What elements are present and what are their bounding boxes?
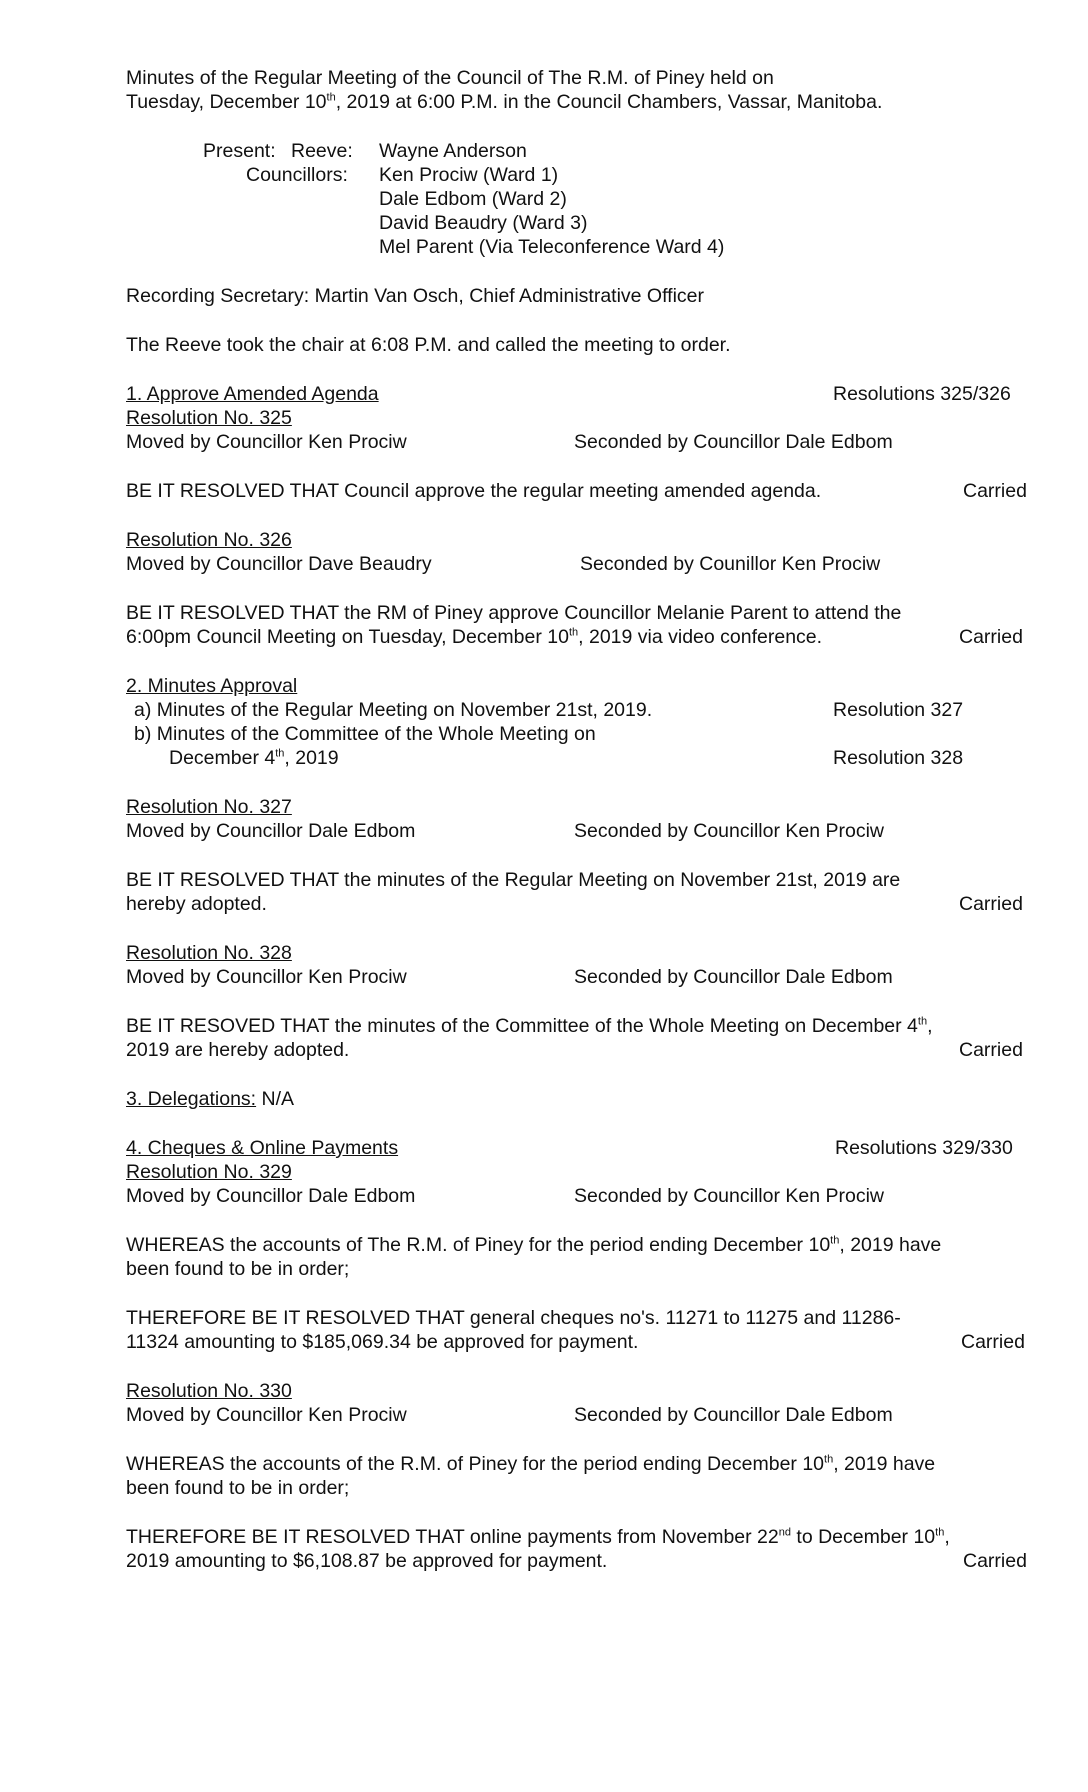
resolution-326-moved: Moved by Councillor Dave Beaudry	[126, 553, 432, 575]
present-label: Present:	[203, 140, 276, 162]
resolution-325-title: Resolution No. 325	[126, 407, 292, 429]
resolution-327-title: Resolution No. 327	[126, 796, 292, 818]
resolution-330-status: Carried	[963, 1550, 1027, 1572]
resolution-329-moved: Moved by Councillor Dale Edbom	[126, 1185, 416, 1207]
councillor-4: Mel Parent (Via Teleconference Ward 4)	[379, 236, 725, 258]
councillors-label: Councillors:	[246, 164, 348, 186]
resolution-330-therefore-2: 2019 amounting to $6,108.87 be approved for payment.	[126, 1550, 608, 1572]
resolution-329-whereas-2: been found to be in order;	[126, 1258, 350, 1280]
resolution-326-text-1: BE IT RESOLVED THAT the RM of Piney approve Councillor Melanie Parent to attend the	[126, 602, 902, 624]
header-line-2: Tuesday, December 10th, 2019 at 6:00 P.M. in the Council Chambers, Vassar, Manitoba.	[126, 91, 883, 113]
resolution-328-text-2: 2019 are hereby adopted.	[126, 1039, 350, 1061]
resolution-327-seconded: Seconded by Councillor Ken Prociw	[574, 820, 885, 842]
resolution-328-moved: Moved by Councillor Ken Prociw	[126, 966, 407, 988]
resolution-329-therefore-2: 11324 amounting to $185,069.34 be approved for payment.	[126, 1331, 639, 1353]
section-1-resolutions: Resolutions 325/326	[833, 383, 1011, 405]
resolution-330-whereas-1: WHEREAS the accounts of the R.M. of Piney for the period ending December 10th, 2019 have	[126, 1453, 936, 1475]
resolution-328-seconded: Seconded by Councillor Dale Edbom	[574, 966, 893, 988]
section-1-heading: 1. Approve Amended Agenda	[126, 383, 379, 405]
minutes-item-b-1: b) Minutes of the Committee of the Whole Meeting on	[134, 723, 596, 745]
resolution-330-title: Resolution No. 330	[126, 1380, 292, 1402]
recording-secretary: Recording Secretary: Martin Van Osch, Chief Administrative Officer	[126, 285, 705, 307]
resolution-329-therefore-1: THEREFORE BE IT RESOLVED THAT general cheques no's. 11271 to 11275 and 11286-	[126, 1307, 901, 1329]
resolution-325-seconded: Seconded by Councillor Dale Edbom	[574, 431, 893, 453]
section-4-heading: 4. Cheques & Online Payments	[126, 1137, 399, 1159]
resolution-327-text-2: hereby adopted.	[126, 893, 267, 915]
resolution-326-text-2: 6:00pm Council Meeting on Tuesday, December 10th, 2019 via video conference.	[126, 626, 823, 648]
reeve-label: Reeve:	[291, 140, 353, 162]
section-4-resolutions: Resolutions 329/330	[835, 1137, 1013, 1159]
section-3-value: N/A	[256, 1088, 295, 1110]
minutes-item-b-resolution: Resolution 328	[833, 747, 964, 769]
call-to-order: The Reeve took the chair at 6:08 P.M. and called the meeting to order.	[126, 334, 731, 356]
resolution-330-whereas-2: been found to be in order;	[126, 1477, 350, 1499]
resolution-326-seconded: Seconded by Counillor Ken Prociw	[580, 553, 881, 575]
resolution-328-status: Carried	[959, 1039, 1023, 1061]
minutes-item-a: a) Minutes of the Regular Meeting on November 21st, 2019.	[134, 699, 653, 721]
resolution-325-moved: Moved by Councillor Ken Prociw	[126, 431, 407, 453]
resolution-329-whereas-1: WHEREAS the accounts of The R.M. of Piney for the period ending December 10th, 2019 have	[126, 1234, 942, 1256]
resolution-328-text-1: BE IT RESOVED THAT the minutes of the Committee of the Whole Meeting on December 4th,	[126, 1015, 933, 1037]
councillor-2: Dale Edbom (Ward 2)	[379, 188, 567, 210]
minutes-item-a-resolution: Resolution 327	[833, 699, 964, 721]
resolution-329-status: Carried	[961, 1331, 1025, 1353]
header-line-1: Minutes of the Regular Meeting of the Council of The R.M. of Piney held on	[126, 67, 774, 89]
resolution-329-title: Resolution No. 329	[126, 1161, 292, 1183]
minutes-item-b-2: December 4th, 2019	[169, 747, 339, 769]
resolution-330-therefore-1: THEREFORE BE IT RESOLVED THAT online payments from November 22nd to December 10th,	[126, 1526, 950, 1548]
section-3-delegations	[126, 1087, 294, 1111]
resolution-327-text-1: BE IT RESOLVED THAT the minutes of the Regular Meeting on November 21st, 2019 are	[126, 869, 901, 891]
section-2-heading: 2. Minutes Approval	[126, 675, 298, 697]
resolution-325-text: BE IT RESOLVED THAT Council approve the regular meeting amended agenda.	[126, 480, 822, 502]
section-3-heading: 3. Delegations:	[126, 1088, 257, 1110]
resolution-326-title: Resolution No. 326	[126, 529, 292, 551]
resolution-327-status: Carried	[959, 893, 1023, 915]
resolution-330-seconded: Seconded by Councillor Dale Edbom	[574, 1404, 893, 1426]
resolution-327-moved: Moved by Councillor Dale Edbom	[126, 820, 416, 842]
resolution-330-moved: Moved by Councillor Ken Prociw	[126, 1404, 407, 1426]
councillor-1: Ken Prociw (Ward 1)	[379, 164, 559, 186]
resolution-328-title: Resolution No. 328	[126, 942, 292, 964]
councillor-3: David Beaudry (Ward 3)	[379, 212, 588, 234]
resolution-326-status: Carried	[959, 626, 1023, 648]
resolution-329-seconded: Seconded by Councillor Ken Prociw	[574, 1185, 885, 1207]
reeve-name: Wayne Anderson	[379, 140, 527, 162]
resolution-325-status: Carried	[963, 480, 1027, 502]
